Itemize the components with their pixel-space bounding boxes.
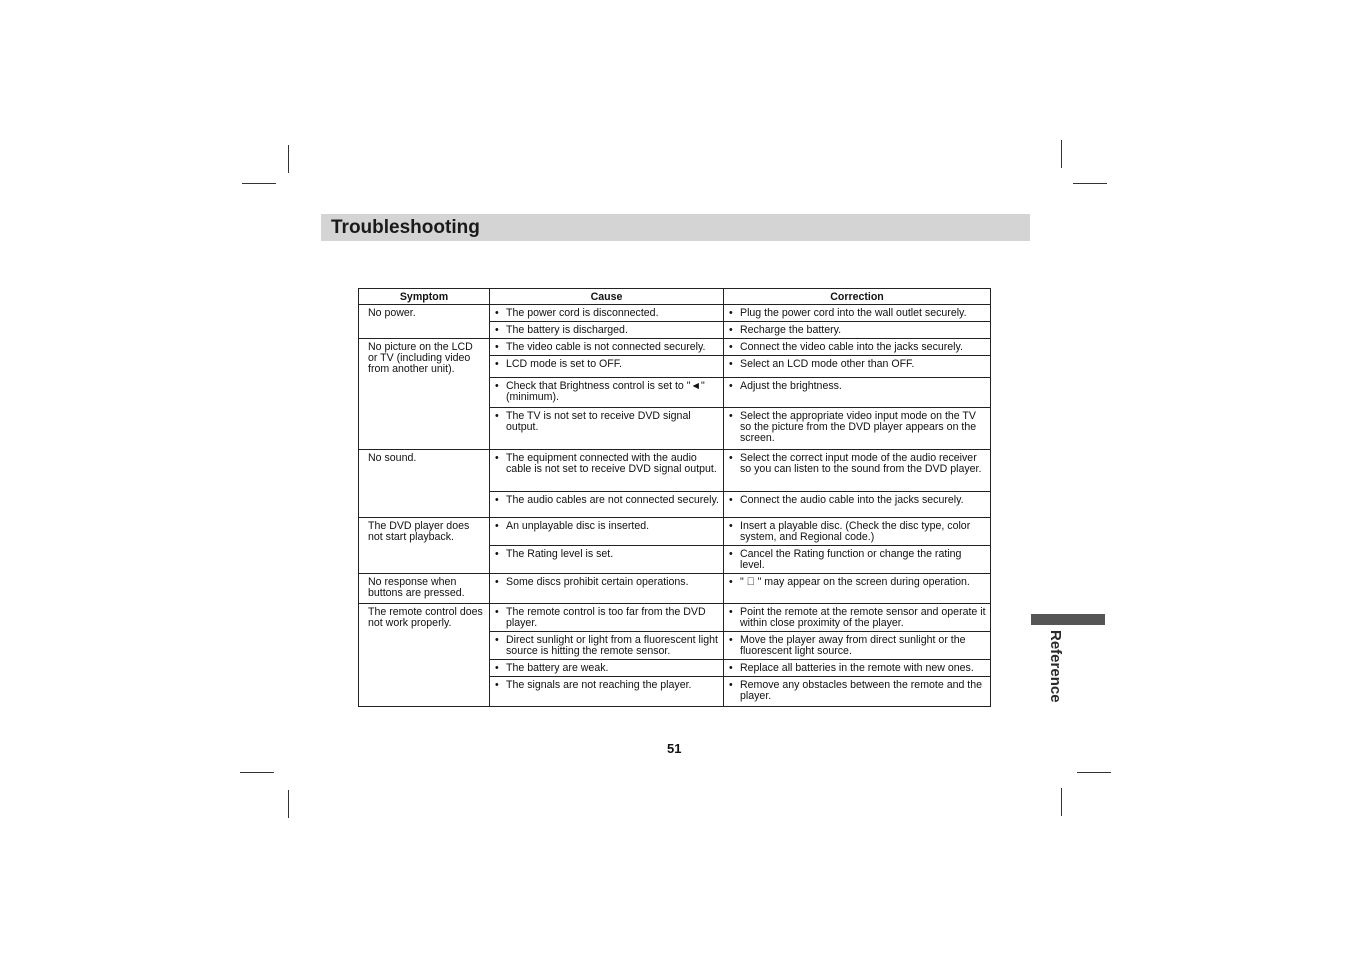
crop-mark xyxy=(240,772,274,773)
correction-text: Move the player away from direct sunlight or the fluorescent light source. xyxy=(740,634,966,657)
table-row xyxy=(359,604,991,632)
correction-cell xyxy=(724,450,991,492)
section-tab-label: Reference xyxy=(1047,630,1064,703)
correction-text: Connect the audio cable into the jacks securely. xyxy=(740,494,964,506)
bullet: • xyxy=(729,606,733,618)
table-row xyxy=(359,574,991,604)
bullet: • xyxy=(495,576,499,588)
cause-cell xyxy=(490,492,724,518)
bullet: • xyxy=(729,358,733,370)
bullet: • xyxy=(495,606,499,618)
correction-cell xyxy=(724,518,991,546)
correction-cell xyxy=(724,339,991,356)
correction-text: Select the correct input mode of the audio receiver so you can listen to the sound from the DVD player. xyxy=(740,452,982,475)
correction-text: Plug the power cord into the wall outlet securely. xyxy=(740,307,967,319)
correction-cell xyxy=(724,408,991,450)
cause-text: The battery is discharged. xyxy=(506,324,628,336)
table-row xyxy=(359,339,991,356)
bullet: • xyxy=(495,520,499,532)
symptom-cell: No picture on the LCD or TV (including video from another unit). xyxy=(359,339,490,450)
page-title: Troubleshooting xyxy=(331,217,480,238)
correction-cell xyxy=(724,378,991,408)
cause-cell xyxy=(490,378,724,408)
correction-text: Remove any obstacles between the remote and the player. xyxy=(740,679,983,702)
crop-mark xyxy=(288,790,289,818)
correction-cell xyxy=(724,492,991,518)
correction-cell xyxy=(724,305,991,322)
cause-text: Some discs prohibit certain operations. xyxy=(506,576,689,588)
bullet: • xyxy=(729,520,733,532)
bullet: • xyxy=(495,380,499,392)
title-bar xyxy=(321,214,1030,241)
cause-cell xyxy=(490,339,724,356)
crop-mark xyxy=(1077,772,1111,773)
header-correction: Correction xyxy=(724,289,991,305)
table-row xyxy=(359,450,991,492)
cause-text: The battery are weak. xyxy=(506,662,609,674)
cause-text: Direct sunlight or light from a fluorescent light source is hitting the remote sensor. xyxy=(506,634,718,657)
correction-text: Insert a playable disc. (Check the disc type, color system, and Regional code.) xyxy=(740,520,971,543)
bullet: • xyxy=(495,410,499,422)
cause-text: LCD mode is set to OFF. xyxy=(506,358,622,370)
correction-text: Cancel the Rating function or change the rating level. xyxy=(740,548,962,571)
bullet: • xyxy=(729,410,733,422)
page-number: 51 xyxy=(667,741,682,756)
header-cause: Cause xyxy=(490,289,724,305)
correction-text: " ⃠ " may appear on the screen during operation. xyxy=(740,576,970,588)
bullet: • xyxy=(729,324,733,336)
bullet: • xyxy=(729,576,733,588)
correction-cell xyxy=(724,660,991,677)
cause-cell xyxy=(490,408,724,450)
header-symptom: Symptom xyxy=(359,289,490,305)
cause-cell xyxy=(490,546,724,574)
correction-cell xyxy=(724,356,991,378)
crop-mark xyxy=(1061,140,1062,168)
correction-text: Adjust the brightness. xyxy=(740,380,842,392)
bullet: • xyxy=(729,452,733,464)
bullet: • xyxy=(729,341,733,353)
bullet: • xyxy=(495,662,499,674)
cause-text: The signals are not reaching the player. xyxy=(506,679,692,691)
crop-mark xyxy=(1073,183,1107,184)
correction-text: Point the remote at the remote sensor and operate it within close proximity of the player. xyxy=(740,606,986,629)
cause-cell xyxy=(490,660,724,677)
cause-text: The video cable is not connected securely. xyxy=(506,341,706,353)
cause-text: The equipment connected with the audio cable is not set to receive DVD signal output. xyxy=(506,452,717,475)
cause-cell xyxy=(490,305,724,322)
cause-cell xyxy=(490,632,724,660)
bullet: • xyxy=(729,662,733,674)
correction-text: Connect the video cable into the jacks securely. xyxy=(740,341,963,353)
crop-mark xyxy=(1061,788,1062,816)
correction-cell xyxy=(724,546,991,574)
bullet: • xyxy=(729,679,733,691)
symptom-cell: No sound. xyxy=(359,450,490,518)
cause-text: The audio cables are not connected securely. xyxy=(506,494,719,506)
symptom-cell: The remote control does not work properly. xyxy=(359,604,490,707)
correction-cell xyxy=(724,574,991,604)
symptom-cell: No power. xyxy=(359,305,490,339)
table-body xyxy=(359,305,991,707)
cause-cell xyxy=(490,518,724,546)
troubleshooting-table xyxy=(358,288,991,707)
bullet: • xyxy=(495,324,499,336)
crop-mark xyxy=(242,183,276,184)
cause-cell xyxy=(490,322,724,339)
bullet: • xyxy=(495,634,499,646)
bullet: • xyxy=(729,494,733,506)
bullet: • xyxy=(495,548,499,560)
cause-cell xyxy=(490,450,724,492)
bullet: • xyxy=(729,380,733,392)
cause-text: Check that Brightness control is set to "◄" (minimum). xyxy=(506,380,705,403)
correction-cell xyxy=(724,322,991,339)
table-header-row xyxy=(359,289,991,305)
crop-mark xyxy=(288,145,289,173)
bullet: • xyxy=(729,548,733,560)
bullet: • xyxy=(495,307,499,319)
section-tab-bar xyxy=(1031,614,1105,625)
bullet: • xyxy=(729,634,733,646)
symptom-cell: The DVD player does not start playback. xyxy=(359,518,490,574)
correction-cell xyxy=(724,632,991,660)
cause-text: The TV is not set to receive DVD signal output. xyxy=(506,410,691,433)
cause-text: The remote control is too far from the DVD player. xyxy=(506,606,706,629)
cause-text: The Rating level is set. xyxy=(506,548,614,560)
table-row xyxy=(359,518,991,546)
cause-cell xyxy=(490,356,724,378)
cause-text: The power cord is disconnected. xyxy=(506,307,659,319)
bullet: • xyxy=(729,307,733,319)
cause-cell xyxy=(490,604,724,632)
correction-cell xyxy=(724,604,991,632)
table-row xyxy=(359,305,991,322)
bullet: • xyxy=(495,494,499,506)
cause-text: An unplayable disc is inserted. xyxy=(506,520,650,532)
cause-cell xyxy=(490,574,724,604)
bullet: • xyxy=(495,452,499,464)
correction-text: Replace all batteries in the remote with new ones. xyxy=(740,662,974,674)
correction-text: Select an LCD mode other than OFF. xyxy=(740,358,915,370)
correction-text: Select the appropriate video input mode on the TV so the picture from the DVD player appears on the screen. xyxy=(740,410,977,444)
bullet: • xyxy=(495,341,499,353)
correction-text: Recharge the battery. xyxy=(740,324,842,336)
bullet: • xyxy=(495,358,499,370)
symptom-cell: No response when buttons are pressed. xyxy=(359,574,490,604)
cause-cell xyxy=(490,677,724,707)
correction-cell xyxy=(724,677,991,707)
bullet: • xyxy=(495,679,499,691)
